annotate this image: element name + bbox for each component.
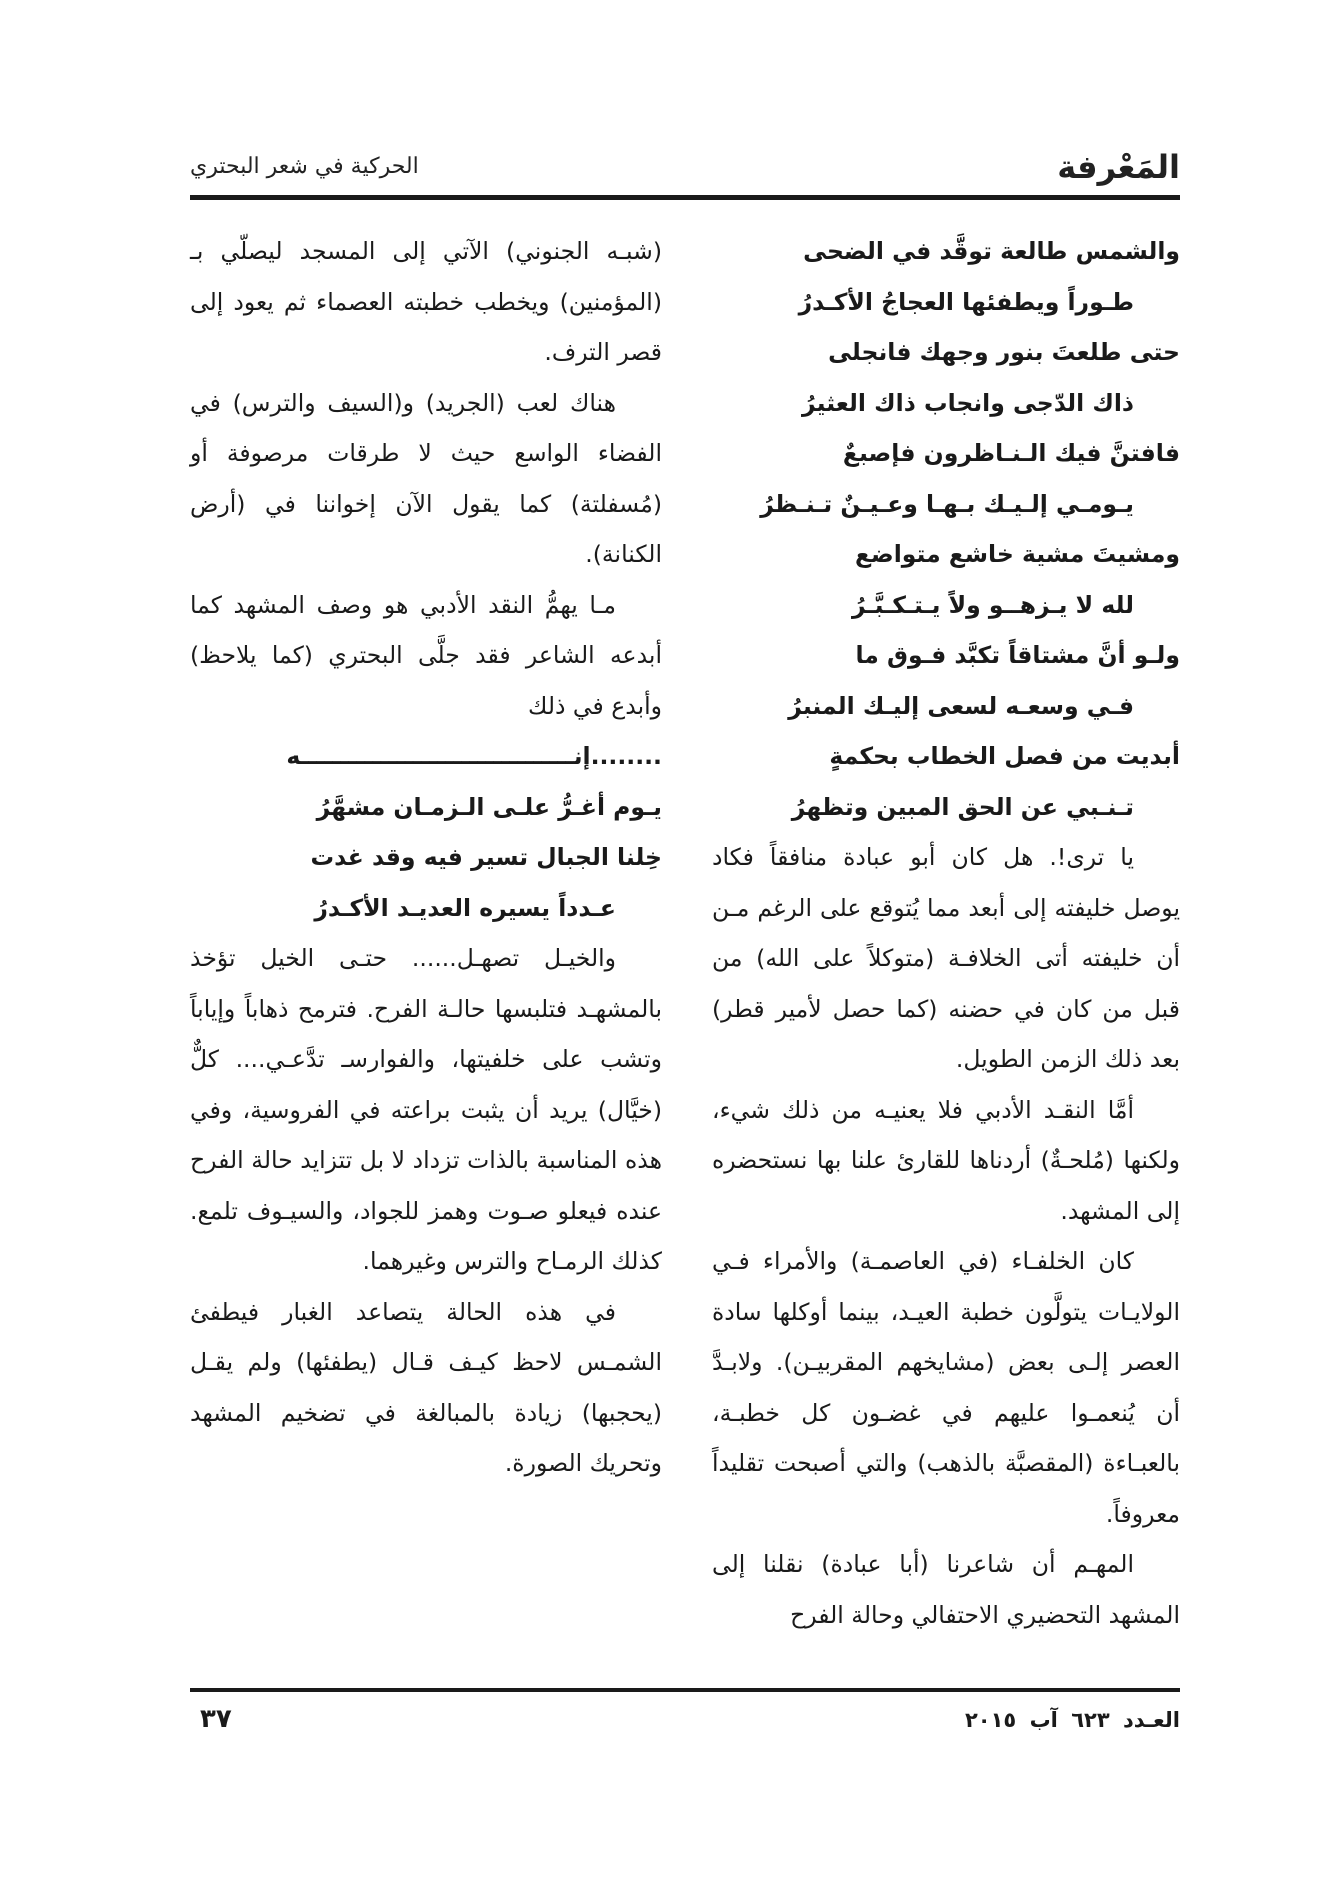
verse-line: ........إنــــــــــــــــــــــــــــــــــه (286, 742, 662, 770)
header-divider (190, 195, 1180, 200)
verse-line: والشمس طالعة توقَّد في الضحى (803, 237, 1180, 265)
verse-line: ذاك الدّجى وانجاب ذاك العثيرُ (801, 388, 1134, 417)
paragraph: والخيـل تصهـل...... حتـى الخيل تؤخذ بالمشهـد فتلبسها حالـة الفرح. فترمح ذهاباً وإياباً وتشب على خلفيتها، والفوارسـ تدَّعـي.... كلٌّ (خيَّال) يريد أن يثبت براعته في الفروسية، وفي هذه المناسبة بالذات تزداد لا بل تتزايد حالة الفرح عنده فيعلو صـوت وهمز للجواد، والسيـوف تلمع. كذلك الرمـاح والترس وغيرهما. (190, 944, 662, 1275)
paragraph: المهـم أن شاعرنا (أبا عبادة) نقلنا إلى المشهد التحضيري الاحتفالي وحالة الفرح (712, 1550, 1180, 1629)
verse-line: أبديت من فصل الخطاب بحكمةٍ (829, 742, 1180, 770)
paragraph: في هذه الحالة يتصاعد الغبار فيطفئ الشمـس لاحظ كيـف قـال (يطفئها) ولم يقـل (يحجبها) زيادة بالمبالغة في تضخيم المشهد وتحريك الصورة. (190, 1297, 662, 1477)
verse-line: طـوراً ويطفئها العجاجُ الأكـدرُ (798, 287, 1134, 316)
article-title: الحركية في شعر البحتري (190, 154, 419, 179)
paragraph: هناك لعب (الجريد) و(السيف والترس) في الفضاء الواسع حيث لا طرقات مرصوفة أو (مُسفلتة) كما يقول الآن إخواننا في (أرض الكنانة). (190, 388, 662, 568)
verse-line: عـدداً يسيره العديـد الأكـدرُ (314, 893, 616, 922)
footer-divider (190, 1688, 1180, 1692)
left-column (190, 226, 662, 1489)
paragraph: (شبـه الجنوني) الآتي إلى المسجد ليصلّي بـ (المؤمنين) ويخطب خطبته العصماء ثم يعود إلى قصر الترف. (190, 237, 662, 366)
paragraph: أمَّا النقـد الأدبي فلا يعنيـه من ذلك شيء، ولكنها (مُلحـةٌ) أردناها للقارئ علنا بها نستحضره إلى المشهد. (712, 1095, 1180, 1225)
paragraph: يا ترى!. هل كان أبو عبادة منافقاً فكاد يوصل خليفته إلى أبعد مما يُتوقع على الرغم مـن أن خليفته أتى الخلافـة (متوكلاً على الله) من قبل من كان في حضنه (كما حصل لأمير قطر) بعد ذلك الزمن الطويل. (712, 843, 1180, 1073)
verse-line: يـومـي إلـيـك بـهـا وعـيـنٌ تـنـظرُ (760, 489, 1134, 518)
right-column (712, 226, 1180, 1640)
verse-line: يـوم أغـرُّ علـى الـزمـان مشهَّرُ (316, 792, 662, 821)
issue-info: العـدد ٦٢٣ آب ٢٠١٥ (964, 1708, 1180, 1732)
verse-line: تـنـبي عن الحق المبين وتظهرُ (791, 792, 1134, 821)
paragraph: كان الخلفـاء (في العاصمـة) والأمراء فـي الولايـات يتولَّون خطبة العيـد، بينما أوكلها سادة العصر إلـى بعض (مشايخهم المقربيـن). ولابـدَّ أن يُنعمـوا عليهم في غضـون كل خطبـة، بالعبـاءة (المقصبَّة بالذهب) والتي أصبحت تقليداً معروفاً. (712, 1247, 1180, 1528)
verse-line: فـي وسعـه لسعى إليـك المنبرُ (788, 691, 1134, 720)
verse-line: لله لا يـزهــو ولاً يـتـكـبَّـرُ (852, 590, 1134, 619)
verse-line: حتى طلعتَ بنور وجهك فانجلى (828, 338, 1180, 366)
page-header (190, 148, 1180, 198)
journal-logo: المَعْرفة (1057, 148, 1180, 186)
verse-line: ولـو أنَّ مشتاقاً تكبَّد فـوق ما (855, 641, 1180, 669)
verse-line: فافتنَّ فيك الـنـاظرون فإصبعٌ (842, 439, 1180, 467)
verse-line: ومشيتَ مشية خاشع متواضع (854, 540, 1180, 568)
verse-line: خِلنا الجبال تسير فيه وقد غدت (310, 843, 662, 871)
paragraph: مـا يهمُّ النقد الأدبي هو وصف المشهد كما أبدعه الشاعر فقد جلَّى البحتري (كما يلاحظ) وأبدع في ذلك (190, 590, 662, 720)
page-number: ٣٧ (200, 1704, 232, 1734)
